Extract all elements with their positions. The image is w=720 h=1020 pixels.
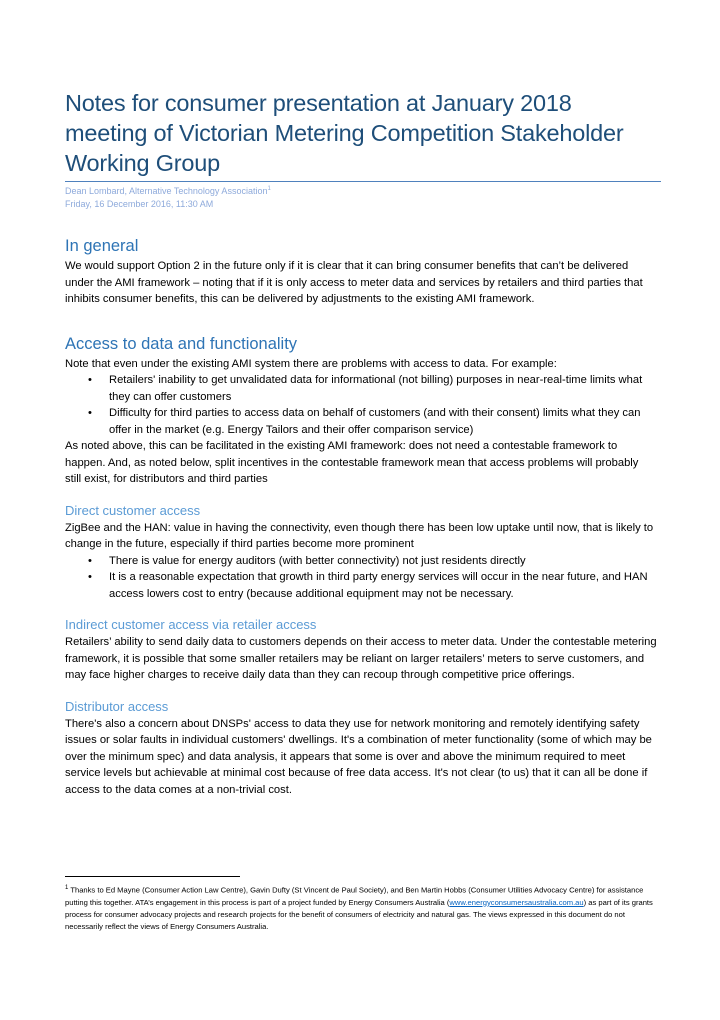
paragraph-access-outro: As noted above, this can be facilitated in the existing AMI framework: does not need a contestable framework to happen. And, as noted below, split incentives in the contestable framework mean that access problems will probably still exist, for distributors and third parties (65, 440, 639, 485)
heading-in-general: In general (65, 237, 139, 255)
heading-distributor-access: Distributor access (65, 698, 169, 714)
paragraph-distributor-access: There's also a concern about DNSPs' access to data they use for network monitoring and remotely identifying safety issues or solar faults in individual customers' dwellings. It's a combination of meter functionality (some of which may be over the minimum spec) and data analysis, it appears that some is over and above the minimum required to meet service levels but achievable at minimal cost because of free data access. It's not clear (to us) that it can all be done if access to the data comes at a non-trivial cost. (65, 717, 652, 796)
document-body (65, 88, 657, 798)
paragraph-direct-access: ZigBee and the HAN: value in having the connectivity, even though there has been low uptake until now, that is likely to change in the future, especially if third parties become more prominent (65, 521, 654, 550)
paragraph-in-general: We would support Option 2 in the future only if it is clear that it can bring consumer benefits that can’t be delivered under the AMI framework – noting that if it is only access to meter data and services by retailers and third parties that inhibits consumer benefits, this can be delivered by adjustments to the existing AMI framework. (65, 260, 643, 305)
footnote-marker: 1 (65, 885, 69, 891)
author-line (65, 183, 657, 197)
footnote (65, 882, 657, 933)
access-bullet-list (65, 372, 657, 438)
list-item: • It is a reasonable expectation that growth in third party energy services will occur in the near future, and HAN access lowers cost to entry (because additional equipment may not be necessary. (109, 569, 657, 602)
list-item: • Retailers' inability to get unvalidated data for informational (not billing) purposes in near-real-time limits what they can offer customers (109, 372, 657, 405)
footnote-divider (65, 876, 240, 877)
date-line: Friday, 16 December 2016, 11:30 AM (65, 199, 214, 209)
list-item: • Difficulty for third parties to access data on behalf of customers (and with their consent) limits what they can offer in the market (e.g. Energy Tailors and their offer comparison service) (109, 405, 657, 438)
list-item: • There is value for energy auditors (with better connectivity) not just residents directly (109, 553, 657, 570)
footnote-link[interactable]: www.energyconsumersaustralia.com.au (449, 897, 584, 907)
direct-bullet-list (65, 553, 657, 603)
footnote-text-before: Thanks to Ed Mayne (Consumer Action Law Centre), Gavin Dufty (St Vincent de Paul Society), and Ben Martin Hobbs (Consumer Utilities Advocacy Centre) for assistance putting this together. ATA’s engagement in this process is part of a project funded by Energy Consumers Australia ( (65, 885, 644, 907)
footnote-ref[interactable]: 1 (267, 186, 271, 192)
author-name: Dean Lombard, Alternative Technology Association (65, 186, 268, 196)
document-title: Notes for consumer presentation at January 2018 meeting of Victorian Metering Competition Stakeholder Working Group (65, 90, 624, 176)
heading-indirect-access: Indirect customer access via retailer access (65, 617, 317, 632)
footnote-text-after: ) as part of its grants process for consumer advocacy projects and research projects for the benefit of consumers of electricity and natural gas. The views expressed in this document do not necessarily reflect the views of Energy Consumers Australia. (65, 897, 653, 931)
title-divider (65, 181, 661, 182)
paragraph-indirect-access: Retailers’ ability to send daily data to customers depends on their access to meter data. Under the contestable metering framework, it is possible that some smaller retailers may be reliant on larger retailers’ meters to serve customers, and may face higher charges to receive daily data than they can recoup through competitive price offerings. (65, 636, 657, 681)
heading-access-data: Access to data and functionality (65, 334, 298, 353)
heading-direct-access: Direct customer access (65, 502, 201, 518)
paragraph-access-intro: Note that even under the existing AMI system there are problems with access to data. For example: (65, 357, 557, 370)
